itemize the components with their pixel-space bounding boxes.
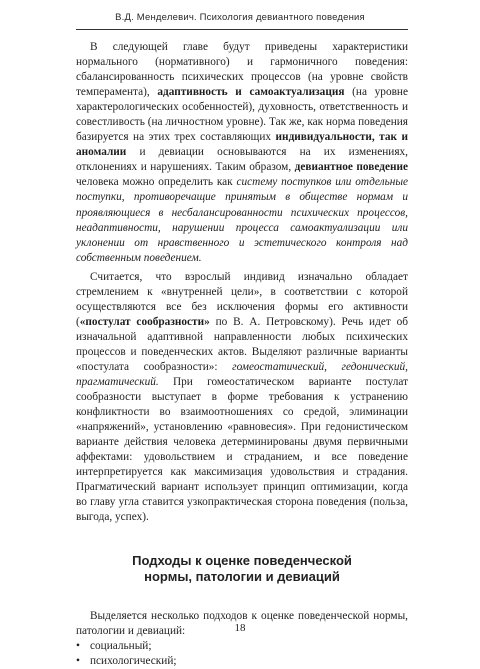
- italic-variants: гомеостатический, гедонический, прагматический.: [76, 360, 408, 389]
- list-item: [76, 654, 408, 669]
- bold-term: индивидуальности, так и аномалии: [76, 131, 408, 159]
- bullet-marker: •: [76, 654, 80, 667]
- text-run: по В. А. Петровскому). Речь идет об изначальной адаптивной направленности любых психических процессов и поведенческих актов. Выделяют различные варианты «постулата сообразности»:: [76, 315, 409, 373]
- text-run: и девиации основываются на их изменениях, отклонениях и нарушениях. Таким образом,: [76, 146, 408, 174]
- section-heading: [76, 553, 408, 585]
- paragraph-postulate: [76, 270, 408, 526]
- text-run: При гомеостатическом варианте постулат сообразности выступает в форме требования к устранению конфликтности во взаимоотношениях со средой, элиминации «напряжений», установлению «равновесия». При гедонистическом варианте действия человека детерминированы двумя первичными аффектами: удовольствием и страданием, и все поведение интерпретируется как максимизация удовольствия и страдания. Прагматический вариант использует принцип оптимизации, когда во главу угла ставится узкопрактическая сторона поведения (польза, выгода, успех).: [76, 376, 408, 524]
- section-heading-line: Подходы к оценке поведенческой: [132, 552, 352, 568]
- list-item-text: психологический;: [90, 654, 177, 667]
- section-heading-line: нормы, патологии и девиаций: [144, 568, 340, 584]
- list-item-text: социальный;: [90, 639, 152, 652]
- text-run: В следующей главе будут приведены характеристики нормального (нормативного) и гармоничного поведения: сбалансированность психических процессов (на уровне свойств темперамента),: [76, 41, 408, 99]
- bold-term: девиантное поведение: [294, 161, 408, 174]
- text-run: Считается, что взрослый индивид изначально обладает стремлением к «внутренней цели», в соответствии с которой осуществляются все без исключения формы его активности (: [76, 270, 408, 328]
- paragraph-norm-definition: [76, 40, 408, 266]
- bullet-marker: •: [76, 639, 80, 652]
- header-rule: [76, 29, 408, 30]
- bold-term: «постулат сообразности»: [79, 315, 210, 328]
- page-number: 18: [234, 622, 246, 634]
- paragraph-approaches: Выделяется несколько подходов к оценке поведенческой нормы, патологии и девиаций:: [76, 609, 408, 637]
- list-item: [76, 639, 408, 654]
- text-run: (на уровне характерологических особенностей), духовность, ответственность и совестливость (на личностном уровне). Так же, как норма поведения базируется на этих трех составляющих: [76, 86, 408, 144]
- text-run: человека можно определить как: [76, 176, 237, 189]
- bold-term: адаптивность и самоактуализация: [157, 86, 345, 99]
- running-header: В.Д. Менделевич. Психология девиантного поведения: [115, 12, 365, 23]
- page-body: [76, 40, 408, 669]
- approaches-list: [76, 639, 408, 669]
- italic-definition: систему поступков или отдельные поступки, противоречащие принятым в обществе нормам и проявляющиеся в несбалансированности психических процессов, неадаптивности, нарушении процесса самоактуализации или уклонении от нравственного и эстетического контроля над собственным поведением.: [76, 176, 408, 264]
